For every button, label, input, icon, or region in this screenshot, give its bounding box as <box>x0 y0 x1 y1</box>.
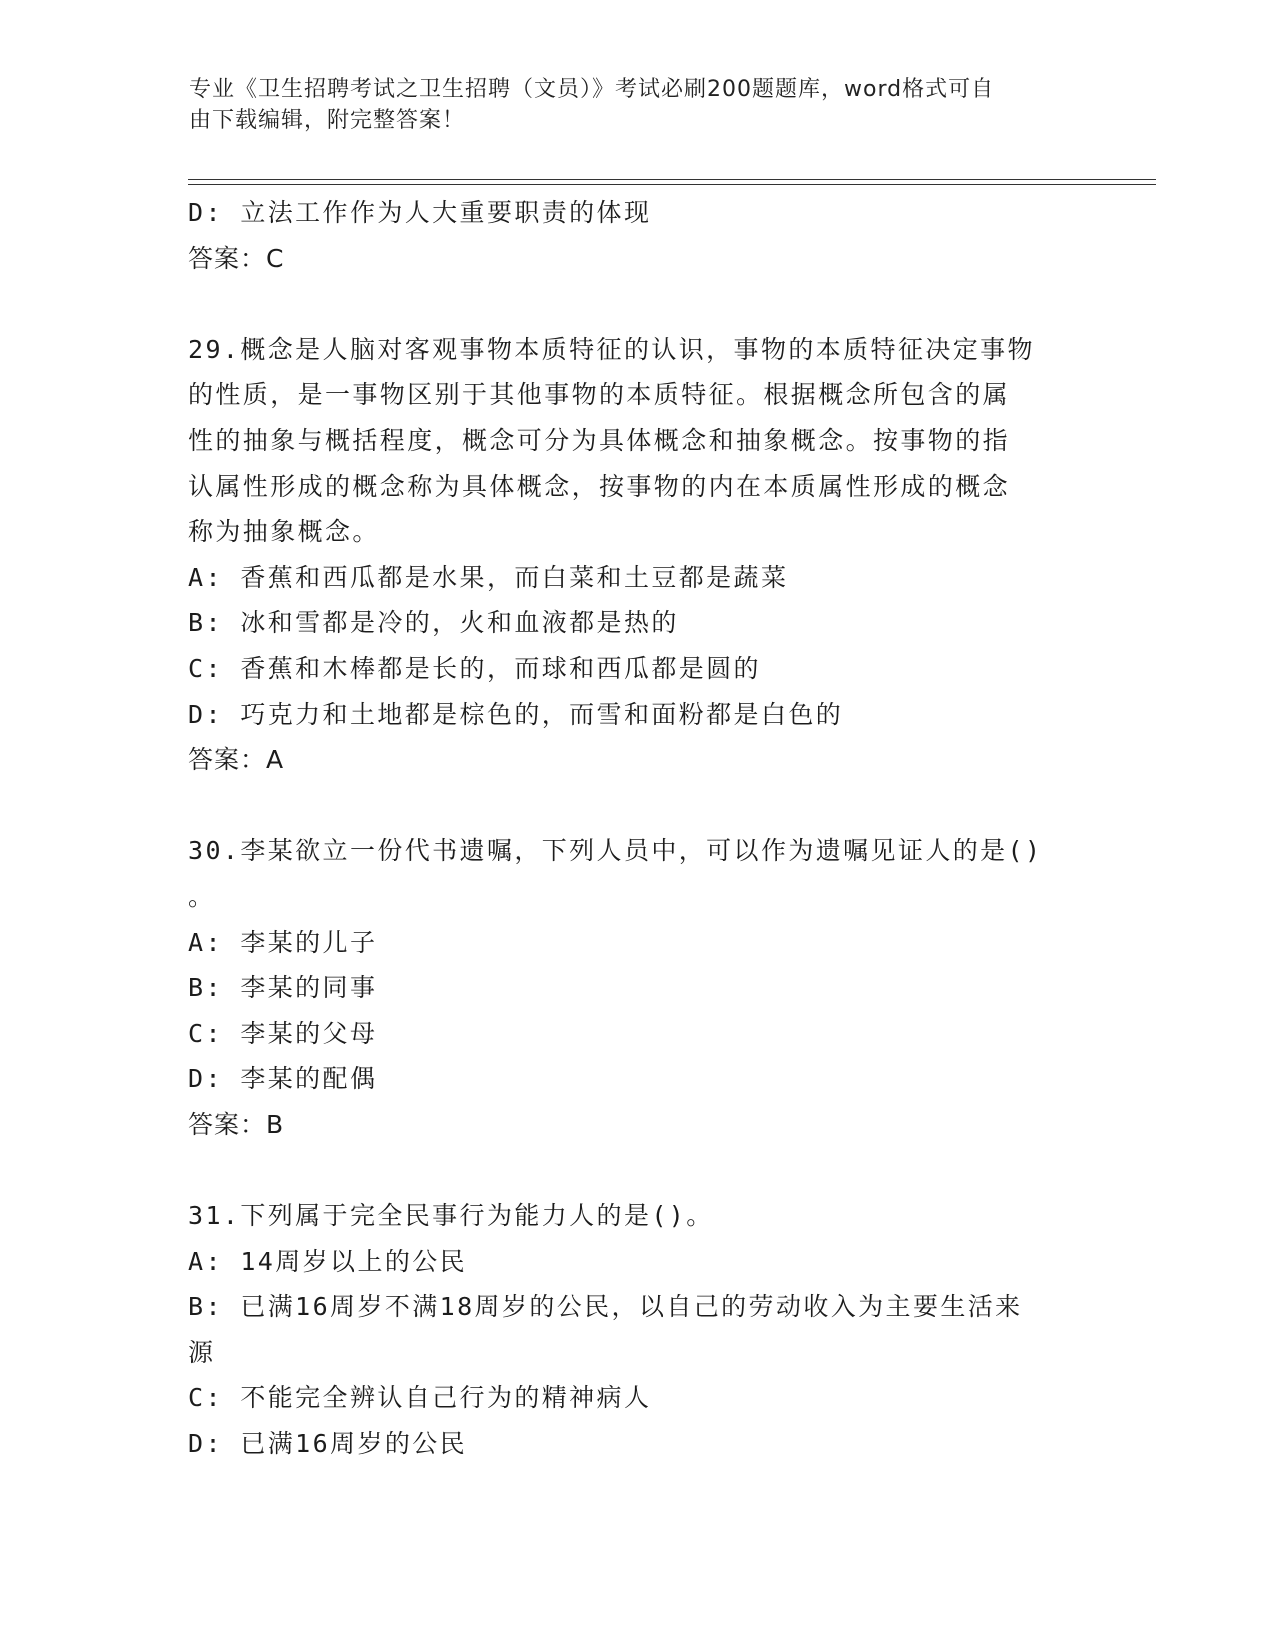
question-stem-line: 30.李某欲立一份代书遗嘱，下列人员中，可以作为遗嘱见证人的是() <box>188 836 1043 866</box>
question-31 <box>188 1193 1088 1467</box>
question-stem-line: 认属性形成的概念称为具体概念，按事物的内在本质属性形成的概念 <box>188 471 1011 501</box>
answer: 答案：B <box>188 1109 285 1139</box>
question-stem-line: 称为抽象概念。 <box>188 517 380 547</box>
header-divider-top <box>188 179 1156 180</box>
option-c: C: 香蕉和木棒都是长的，而球和西瓜都是圆的 <box>188 653 761 683</box>
question-28 <box>188 190 1088 281</box>
option-b: B: 冰和雪都是冷的，火和血液都是热的 <box>188 608 679 638</box>
spacer <box>188 1147 1088 1193</box>
question-30 <box>188 828 1088 1147</box>
option-d: D: 巧克力和土地都是棕色的，而雪和面粉都是白色的 <box>188 699 844 729</box>
question-stem: 31.下列属于完全民事行为能力人的是()。 <box>188 1201 714 1231</box>
option-a: A: 香蕉和西瓜都是水果，而白菜和土豆都是蔬菜 <box>188 562 789 592</box>
question-stem-line: 29.概念是人脑对客观事物本质特征的认识，事物的本质特征决定事物 <box>188 334 1035 364</box>
question-stem-line: 的性质，是一事物区别于其他事物的本质特征。根据概念所包含的属 <box>188 380 1011 410</box>
option-d: D: 已满16周岁的公民 <box>188 1429 468 1459</box>
header-divider-bottom <box>188 184 1156 185</box>
question-stem-line: 。 <box>188 881 216 911</box>
question-stem-line: 性的抽象与概括程度，概念可分为具体概念和抽象概念。按事物的指 <box>188 425 1011 455</box>
option-c: C: 李某的父母 <box>188 1018 378 1048</box>
option-b: B: 李某的同事 <box>188 973 378 1003</box>
question-29 <box>188 327 1088 783</box>
option-b-line: B: 已满16周岁不满18周岁的公民，以自己的劳动收入为主要生活来 <box>188 1292 1023 1322</box>
option-c: C: 不能完全辨认自己行为的精神病人 <box>188 1383 652 1413</box>
question-list <box>188 190 1088 1467</box>
header-line-2: 由下载编辑，附完整答案！ <box>189 108 466 133</box>
spacer <box>188 783 1088 829</box>
option-a: A: 李某的儿子 <box>188 927 378 957</box>
option-d: D: 立法工作作为人大重要职责的体现 <box>188 198 652 227</box>
option-d: D: 李某的配偶 <box>188 1064 378 1094</box>
spacer <box>188 281 1088 327</box>
answer: 答案：C <box>188 243 285 273</box>
document-header <box>189 74 1069 136</box>
option-a: A: 14周岁以上的公民 <box>188 1246 468 1276</box>
answer: 答案：A <box>188 745 285 775</box>
option-b-line: 源 <box>188 1337 216 1367</box>
header-line-1: 专业《卫生招聘考试之卫生招聘（文员）》考试必刷200题题库，word格式可自 <box>189 77 995 102</box>
